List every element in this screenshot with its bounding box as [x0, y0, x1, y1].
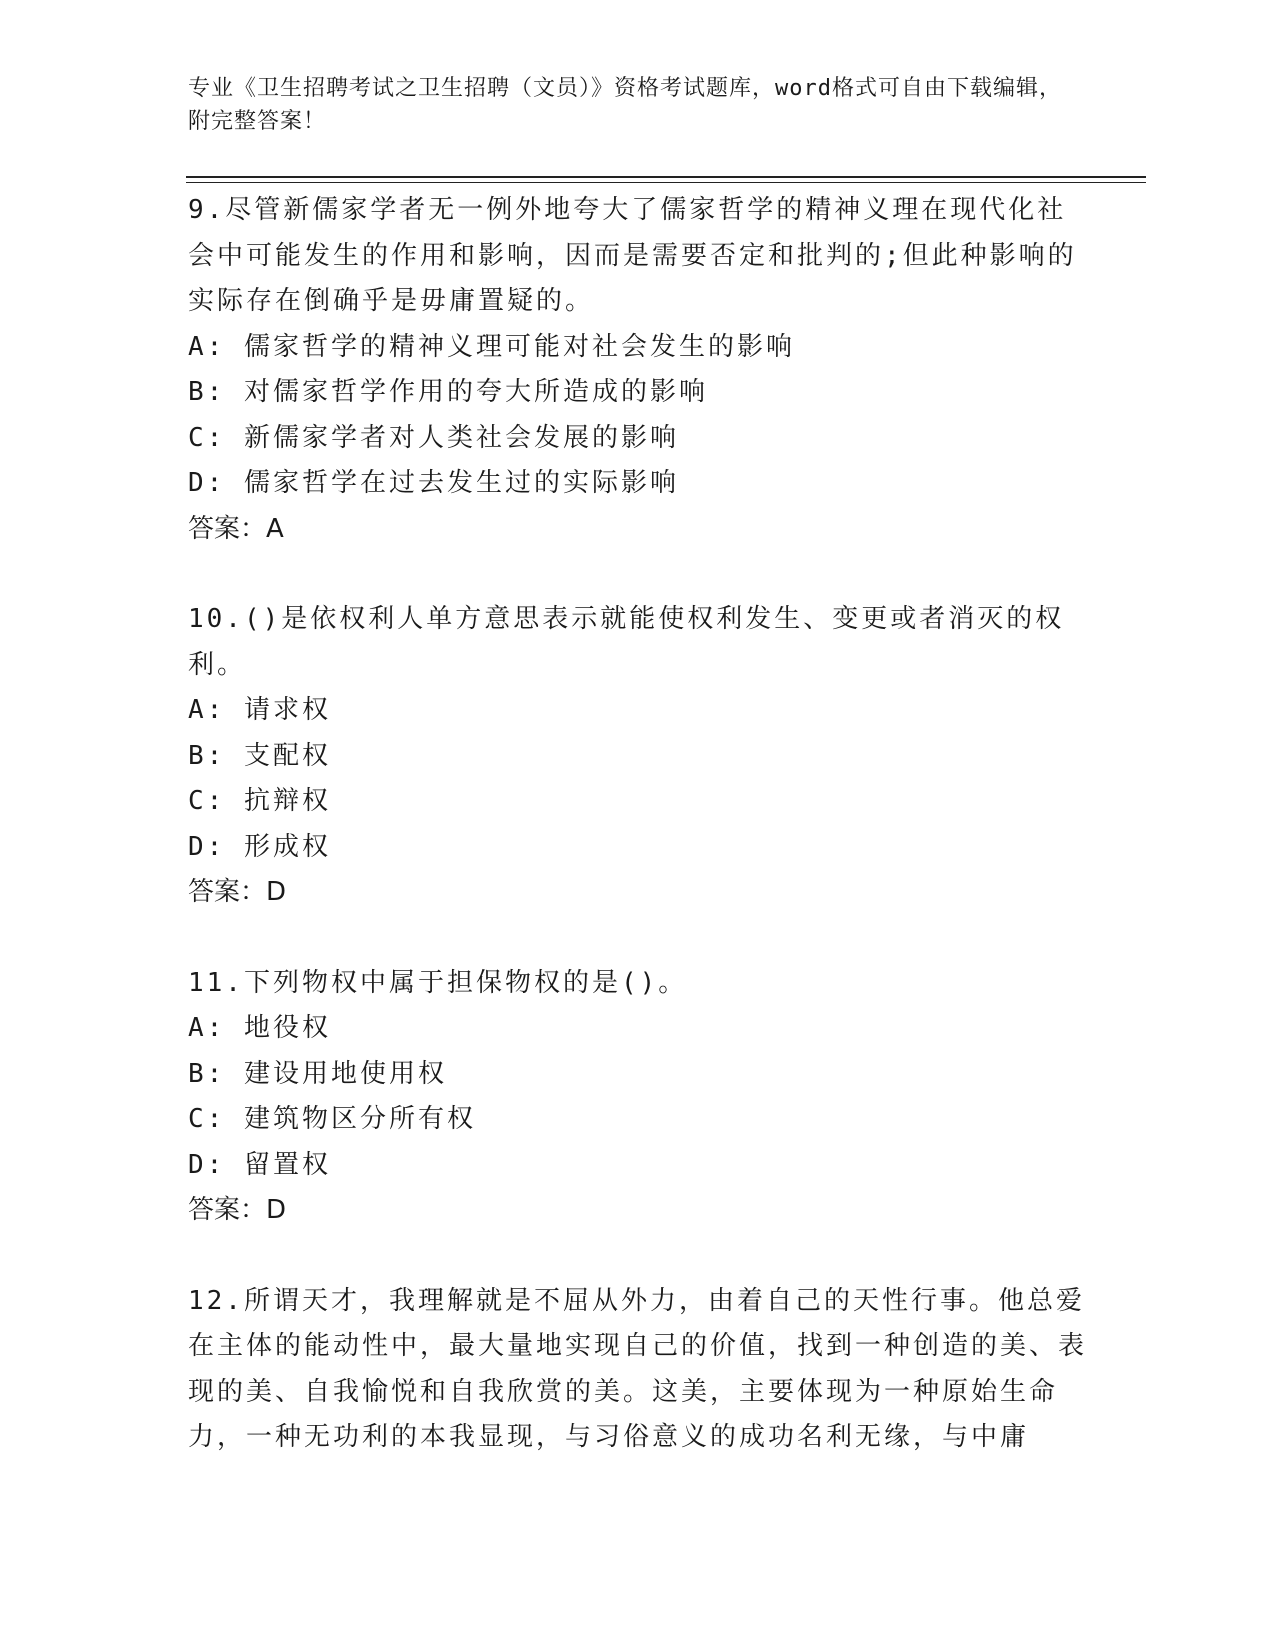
question-text: 12.所谓天才，我理解就是不屈从外力，由着自己的天性行事。他总爱在主体的能动性中，最大量地实现自己的价值，找到一种创造的美、表现的美、自我愉悦和自我欣赏的美。这美，主要体现为一种原始生命力，一种无功利的本我显现，与习俗意义的成功名利无缘，与中庸: [188, 1285, 1088, 1452]
answer-line: 答案：D: [188, 877, 287, 907]
question-10: [188, 597, 1088, 916]
question-9: [188, 188, 1088, 552]
header-divider-thick: [186, 176, 1146, 178]
option-a: A: 地役权: [188, 1013, 331, 1043]
option-c: C: 新儒家学者对人类社会发展的影响: [188, 422, 679, 453]
option-d: D: 形成权: [188, 831, 331, 862]
question-list: [188, 188, 1088, 1506]
option-d: D: 儒家哲学在过去发生过的实际影响: [188, 468, 679, 498]
header-divider-thin: [186, 182, 1146, 183]
option-a: A: 请求权: [188, 695, 331, 725]
question-11: [188, 961, 1088, 1234]
answer-line: 答案：D: [188, 1195, 287, 1225]
option-b: B: 对儒家哲学作用的夸大所造成的影响: [188, 377, 708, 407]
answer-line: 答案：A: [188, 513, 284, 544]
option-c: C: 建筑物区分所有权: [188, 1104, 476, 1134]
question-text: 9.尽管新儒家学者无一例外地夸大了儒家哲学的精神义理在现代化社会中可能发生的作用和影响，因而是需要否定和批判的;但此种影响的实际存在倒确乎是毋庸置疑的。: [188, 195, 1077, 316]
option-b: B: 建设用地使用权: [188, 1058, 447, 1089]
option-b: B: 支配权: [188, 740, 331, 771]
question-text: 10.()是依权利人单方意思表示就能使权利发生、变更或者消灭的权利。: [188, 604, 1065, 680]
question-text: 11.下列物权中属于担保物权的是()。: [188, 967, 688, 998]
option-a: A: 儒家哲学的精神义理可能对社会发生的影响: [188, 331, 795, 362]
option-c: C: 抗辩权: [188, 786, 331, 816]
document-header: [188, 72, 1068, 138]
question-12: [188, 1279, 1088, 1461]
option-d: D: 留置权: [188, 1149, 331, 1180]
header-text: 专业《卫生招聘考试之卫生招聘（文员）》资格考试题库，word格式可自由下载编辑，附完整答案！: [188, 76, 1062, 134]
